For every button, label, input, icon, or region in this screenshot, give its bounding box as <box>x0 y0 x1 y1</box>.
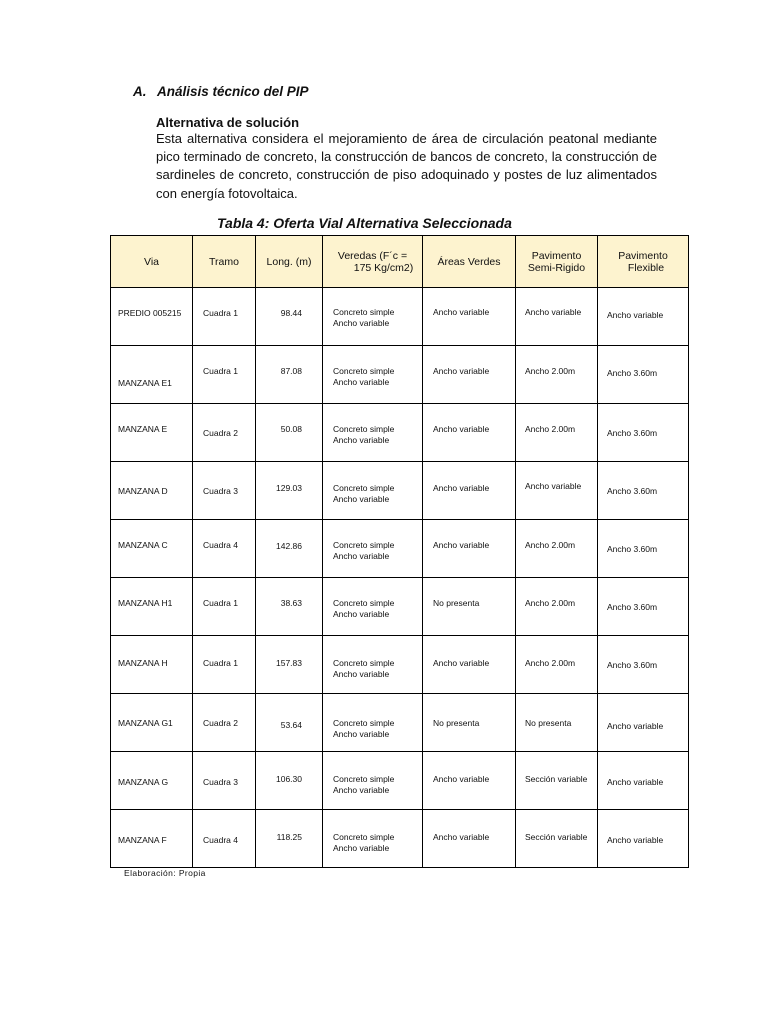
cell-longitud <box>256 694 323 752</box>
header-tramo: Tramo <box>193 236 256 288</box>
cell-pavimento-semi-rigido-text: Sección variable <box>525 832 588 842</box>
cell-via <box>111 810 193 868</box>
table-row <box>111 578 689 636</box>
cell-tramo <box>193 288 256 346</box>
cell-veredas-text: Ancho variable <box>333 494 390 504</box>
cell-via-text: MANZANA E <box>118 424 168 434</box>
cell-tramo <box>193 462 256 520</box>
cell-tramo-text: Cuadra 1 <box>203 366 238 376</box>
cell-tramo <box>193 404 256 462</box>
table-header-row <box>111 236 689 288</box>
cell-pavimento-flexible-text: Ancho variable <box>607 310 664 320</box>
cell-tramo <box>193 346 256 404</box>
cell-via-text: MANZANA G1 <box>118 718 173 728</box>
section-title: Análisis técnico del PIP <box>157 84 309 99</box>
cell-pavimento-semi-rigido <box>516 462 598 520</box>
cell-areas-verdes-text: Ancho variable <box>433 483 490 493</box>
cell-veredas-text: Concreto simple <box>333 307 395 317</box>
cell-veredas-text: Concreto simple <box>333 658 395 668</box>
cell-veredas-text: Concreto simple <box>333 774 395 784</box>
cell-pavimento-semi-rigido-text: No presenta <box>525 718 572 728</box>
cell-pavimento-flexible-text: Ancho 3.60m <box>607 368 658 378</box>
cell-veredas-text: Concreto simple <box>333 832 395 842</box>
table-title: Tabla 4: Oferta Vial Alternativa Seleccionada <box>217 215 512 231</box>
cell-via <box>111 578 193 636</box>
cell-veredas-text: Ancho variable <box>333 435 390 445</box>
cell-via <box>111 346 193 404</box>
table-row <box>111 694 689 752</box>
cell-pavimento-flexible <box>598 346 689 404</box>
header-via: Via <box>111 236 193 288</box>
header-pavimento-semi-rigido: Pavimento Semi-Rigido <box>516 236 598 288</box>
cell-areas-verdes <box>423 752 516 810</box>
cell-areas-verdes <box>423 694 516 752</box>
cell-pavimento-semi-rigido <box>516 636 598 694</box>
cell-via <box>111 694 193 752</box>
source-note: Elaboración: Propia <box>124 868 206 878</box>
cell-tramo-text: Cuadra 2 <box>203 718 238 728</box>
cell-pavimento-flexible-text: Ancho variable <box>607 777 664 787</box>
cell-veredas-text: Concreto simple <box>333 424 395 434</box>
cell-via-text: MANZANA C <box>118 540 168 550</box>
cell-longitud <box>256 288 323 346</box>
cell-veredas <box>323 752 423 810</box>
cell-areas-verdes-text: Ancho variable <box>433 540 490 550</box>
cell-pavimento-semi-rigido-text: Ancho 2.00m <box>525 540 576 550</box>
cell-tramo-text: Cuadra 1 <box>203 598 238 608</box>
cell-veredas <box>323 288 423 346</box>
cell-areas-verdes <box>423 346 516 404</box>
cell-longitud-text: 118.25 <box>276 832 302 842</box>
cell-areas-verdes <box>423 636 516 694</box>
cell-pavimento-flexible-text: Ancho variable <box>607 835 664 845</box>
cell-veredas <box>323 578 423 636</box>
cell-veredas-text: Ancho variable <box>333 729 390 739</box>
cell-longitud-text: 98.44 <box>280 308 302 318</box>
cell-via <box>111 462 193 520</box>
cell-longitud-text: 129.03 <box>276 483 302 493</box>
cell-veredas <box>323 520 423 578</box>
cell-veredas <box>323 346 423 404</box>
cell-pavimento-semi-rigido <box>516 810 598 868</box>
cell-veredas-text: Ancho variable <box>333 843 390 853</box>
cell-via-text: MANZANA H <box>118 658 168 668</box>
cell-pavimento-flexible <box>598 694 689 752</box>
cell-via-text: MANZANA D <box>118 486 168 496</box>
cell-pavimento-flexible-text: Ancho 3.60m <box>607 544 658 554</box>
cell-longitud-text: 142.86 <box>276 541 302 551</box>
cell-areas-verdes-text: Ancho variable <box>433 832 490 842</box>
cell-via-text: MANZANA G <box>118 777 169 787</box>
cell-veredas <box>323 636 423 694</box>
cell-longitud-text: 38.63 <box>280 598 302 608</box>
cell-veredas-text: Ancho variable <box>333 785 390 795</box>
cell-pavimento-semi-rigido-text: Ancho variable <box>525 481 582 491</box>
cell-pavimento-flexible-text: Ancho 3.60m <box>607 428 658 438</box>
cell-veredas <box>323 694 423 752</box>
cell-via <box>111 636 193 694</box>
description-paragraph: Esta alternativa considera el mejoramiento de área de circulación peatonal mediante pico terminado de concreto, la construcción de bancos de concreto, la construcción de sardineles de concreto, construcción de piso adoquinado y postes de luz alimentados con energía fotovoltaica. <box>156 131 657 201</box>
cell-pavimento-semi-rigido <box>516 346 598 404</box>
cell-tramo-text: Cuadra 1 <box>203 308 238 318</box>
cell-veredas <box>323 462 423 520</box>
cell-tramo-text: Cuadra 4 <box>203 540 238 550</box>
table-row <box>111 810 689 868</box>
cell-tramo <box>193 636 256 694</box>
header-veredas: Veredas (F´c = 175 Kg/cm2) <box>323 236 423 288</box>
table-row <box>111 462 689 520</box>
cell-pavimento-flexible <box>598 636 689 694</box>
cell-areas-verdes-text: Ancho variable <box>433 774 490 784</box>
cell-via <box>111 404 193 462</box>
section-letter: A. <box>133 84 147 99</box>
cell-areas-verdes <box>423 578 516 636</box>
cell-areas-verdes-text: No presenta <box>433 718 480 728</box>
cell-veredas-text: Concreto simple <box>333 366 395 376</box>
table-row <box>111 636 689 694</box>
cell-areas-verdes <box>423 288 516 346</box>
cell-pavimento-flexible <box>598 520 689 578</box>
header-pavimento-flexible: Pavimento Flexible <box>598 236 689 288</box>
cell-longitud <box>256 578 323 636</box>
cell-longitud-text: 157.83 <box>276 658 302 668</box>
road-offer-table <box>110 235 689 868</box>
table-row <box>111 520 689 578</box>
cell-tramo <box>193 578 256 636</box>
cell-via-text: PREDIO 005215 <box>118 308 182 318</box>
cell-tramo-text: Cuadra 3 <box>203 777 238 787</box>
cell-veredas-text: Concreto simple <box>333 598 395 608</box>
cell-pavimento-semi-rigido <box>516 578 598 636</box>
cell-pavimento-semi-rigido-text: Sección variable <box>525 774 588 784</box>
cell-areas-verdes-text: Ancho variable <box>433 424 490 434</box>
cell-veredas-text: Ancho variable <box>333 669 390 679</box>
cell-pavimento-flexible <box>598 404 689 462</box>
cell-pavimento-semi-rigido <box>516 520 598 578</box>
cell-pavimento-flexible <box>598 288 689 346</box>
cell-longitud <box>256 520 323 578</box>
cell-veredas-text: Concreto simple <box>333 718 395 728</box>
cell-via-text: MANZANA E1 <box>118 378 172 388</box>
cell-areas-verdes-text: Ancho variable <box>433 366 490 376</box>
subsection-title: Alternativa de solución <box>156 115 300 130</box>
cell-via-text: MANZANA H1 <box>118 598 173 608</box>
section-heading <box>133 84 309 99</box>
cell-via <box>111 520 193 578</box>
cell-tramo-text: Cuadra 3 <box>203 486 238 496</box>
cell-veredas-text: Concreto simple <box>333 483 395 493</box>
cell-tramo <box>193 752 256 810</box>
cell-areas-verdes <box>423 520 516 578</box>
cell-veredas <box>323 404 423 462</box>
cell-areas-verdes-text: No presenta <box>433 598 480 608</box>
cell-veredas-text: Concreto simple <box>333 540 395 550</box>
cell-areas-verdes <box>423 810 516 868</box>
table-row <box>111 346 689 404</box>
cell-pavimento-flexible-text: Ancho 3.60m <box>607 602 658 612</box>
cell-longitud <box>256 346 323 404</box>
cell-pavimento-semi-rigido-text: Ancho 2.00m <box>525 658 576 668</box>
cell-longitud-text: 53.64 <box>280 720 302 730</box>
cell-veredas-text: Ancho variable <box>333 318 390 328</box>
cell-pavimento-flexible-text: Ancho variable <box>607 721 664 731</box>
cell-longitud <box>256 636 323 694</box>
cell-tramo-text: Cuadra 2 <box>203 428 238 438</box>
cell-tramo-text: Cuadra 1 <box>203 658 238 668</box>
table-row <box>111 404 689 462</box>
table-row <box>111 288 689 346</box>
cell-tramo <box>193 520 256 578</box>
cell-pavimento-semi-rigido <box>516 288 598 346</box>
cell-pavimento-semi-rigido <box>516 752 598 810</box>
cell-pavimento-flexible-text: Ancho 3.60m <box>607 660 658 670</box>
cell-areas-verdes-text: Ancho variable <box>433 307 490 317</box>
cell-longitud <box>256 810 323 868</box>
cell-veredas-text: Ancho variable <box>333 377 390 387</box>
cell-via <box>111 752 193 810</box>
cell-tramo-text: Cuadra 4 <box>203 835 238 845</box>
cell-pavimento-flexible-text: Ancho 3.60m <box>607 486 658 496</box>
header-longitud: Long. (m) <box>256 236 323 288</box>
cell-pavimento-flexible <box>598 462 689 520</box>
cell-tramo <box>193 810 256 868</box>
cell-longitud <box>256 752 323 810</box>
cell-pavimento-flexible <box>598 578 689 636</box>
cell-areas-verdes <box>423 404 516 462</box>
cell-areas-verdes-text: Ancho variable <box>433 658 490 668</box>
cell-pavimento-semi-rigido-text: Ancho 2.00m <box>525 598 576 608</box>
cell-tramo <box>193 694 256 752</box>
cell-pavimento-flexible <box>598 752 689 810</box>
cell-longitud <box>256 462 323 520</box>
cell-pavimento-semi-rigido <box>516 694 598 752</box>
table-row <box>111 752 689 810</box>
cell-veredas-text: Ancho variable <box>333 609 390 619</box>
cell-veredas <box>323 810 423 868</box>
cell-veredas-text: Ancho variable <box>333 551 390 561</box>
cell-pavimento-semi-rigido-text: Ancho 2.00m <box>525 424 576 434</box>
cell-pavimento-semi-rigido-text: Ancho variable <box>525 307 582 317</box>
cell-areas-verdes <box>423 462 516 520</box>
cell-pavimento-flexible <box>598 810 689 868</box>
cell-longitud-text: 87.08 <box>280 366 302 376</box>
cell-longitud-text: 50.08 <box>280 424 302 434</box>
cell-via-text: MANZANA F <box>118 835 167 845</box>
cell-via <box>111 288 193 346</box>
cell-longitud-text: 106.30 <box>276 774 302 784</box>
cell-pavimento-semi-rigido-text: Ancho 2.00m <box>525 366 576 376</box>
header-areas-verdes: Áreas Verdes <box>423 236 516 288</box>
cell-longitud <box>256 404 323 462</box>
cell-pavimento-semi-rigido <box>516 404 598 462</box>
